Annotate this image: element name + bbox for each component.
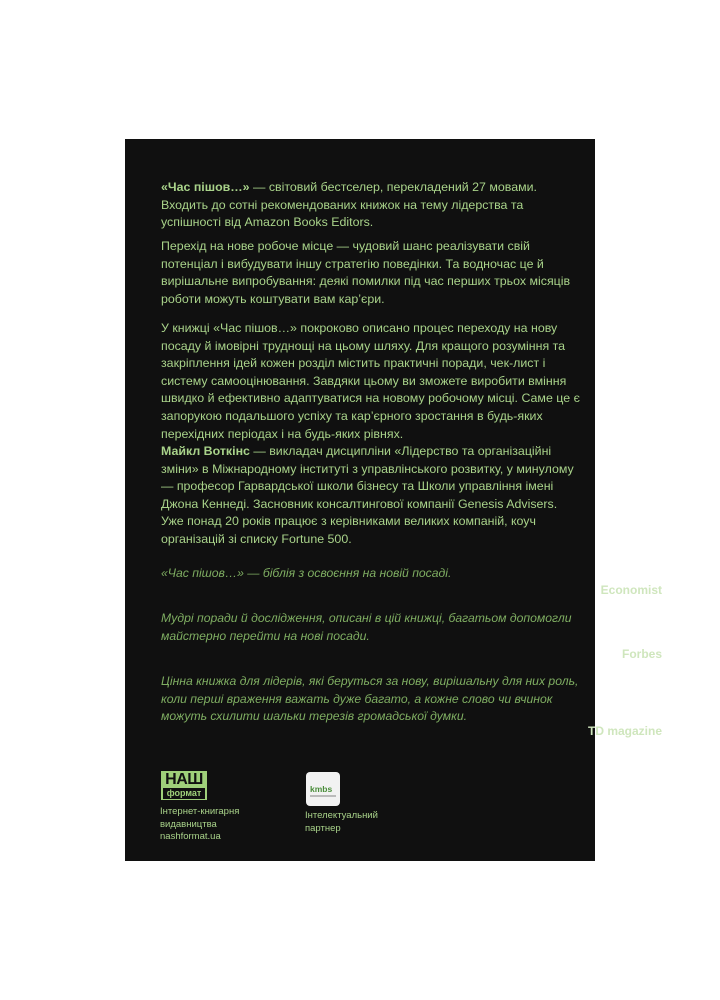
publisher-caption — [160, 806, 239, 844]
paragraph-book-description: У книжці «Час пішов…» покроково описано процес переходу на нову посаду й імовірні труднощі на цьому шляху. Для кращого розуміння та закріплення ідей кожен розділ містить практичні поради, чек-лист і систему самооцінювання. Завдяки цьому ви зможете виробити вміння швидко й ефективно адаптуватися на новому робочому місці. Саме це є запорукою подальшого успіху та кар’єрного зростання в будь-яких перехідних періодах і на будь-яких рівнях. — [161, 321, 580, 441]
paragraph-intro — [161, 179, 581, 232]
quote-source-economist: Economist — [600, 583, 662, 597]
kmbs-logo-underline — [310, 795, 336, 797]
partner-line-2: партнер — [305, 822, 341, 834]
nash-format-logo — [161, 771, 207, 800]
partner-caption — [305, 810, 378, 835]
quote-economist: «Час пішов…» — біблія з освоєння на новій посаді. — [161, 566, 452, 580]
paragraph-transition: Перехід на нове робоче місце — чудовий шанс реалізувати свій потенціал і вибудувати іншу стратегію поведінки. Та водночас це й вирішальне випробування: деякі помилки під час перших трьох місяців роботи можуть коштувати вам кар’єри. — [161, 239, 571, 306]
author-bio: — викладач дисципліни «Лідерство та організаційні зміни» в Міжнародному інституті з управлінського розвитку, у минулому — професор Гарвардської школи бізнесу та Школи управління імені Джона Кеннеді. Засновник консалтингової компанії Genesis Advisers. Уже понад 20 років працює з керівниками великих компаній, коуч організацій зі списку Fortune 500. — [161, 444, 574, 546]
quote-source-td: TD magazine — [587, 724, 662, 738]
quote-forbes: Мудрі поради й дослідження, описані в цій книжці, багатьом допомогли майстерно перейти на нові посади. — [161, 611, 572, 643]
quote-source-forbes: Forbes — [621, 647, 662, 661]
paragraph-author — [161, 443, 581, 549]
author-name: Майкл Воткінс — [161, 444, 250, 458]
book-title-bold: «Час пішов…» — [161, 180, 250, 194]
publisher-line-1: Інтернет-книгарня — [160, 806, 240, 817]
intro-text: — світовий бестселер, перекладений 27 мовами. Входить до сотні рекомендованих книжок на тему лідерства та успішності від Amazon Books Editors. — [161, 180, 537, 230]
logo-nash-text: НАШ — [165, 771, 203, 788]
partner-line-1: Інтелектуальний — [305, 810, 378, 821]
publisher-website: nashformat.ua — [160, 831, 221, 842]
kmbs-logo-text: kmbs — [310, 784, 333, 794]
kmbs-logo — [306, 772, 340, 806]
publisher-line-2: видавництва — [160, 818, 217, 830]
quote-td: Цінна книжка для лідерів, які беруться за нову, вирішальну для них роль, коли перші враження важать дуже багато, а кожне слово чи вчинок можуть схилити шальки терезів громадської думки. — [161, 674, 579, 724]
logo-format-text: формат — [163, 788, 205, 799]
